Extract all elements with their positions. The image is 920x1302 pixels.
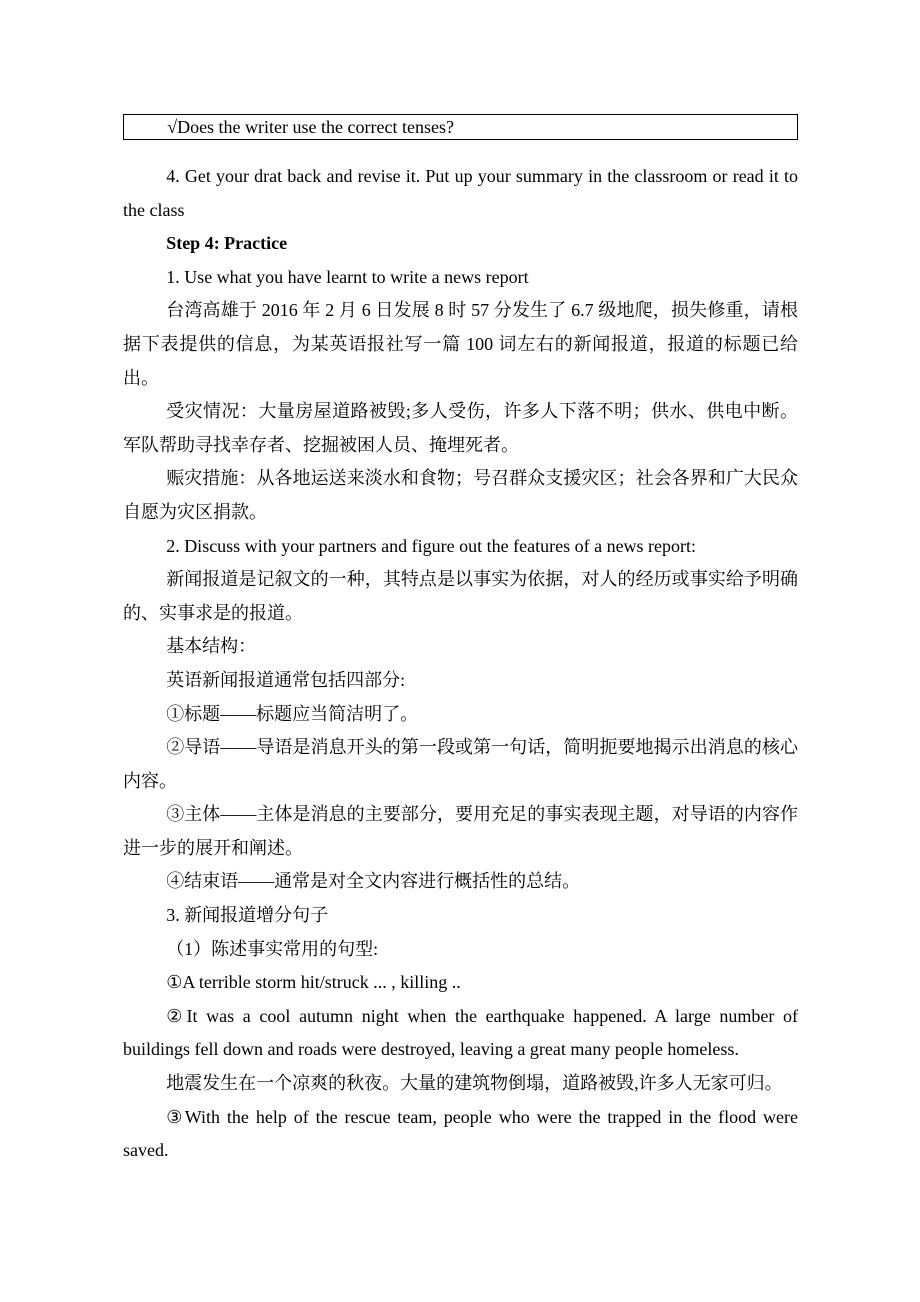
checklist-item-text: √Does the writer use the correct tenses? — [167, 117, 454, 137]
paragraph-part3-body: ③主体——主体是消息的主要部分，要用充足的事实表现主题，对导语的内容作进一步的展开和阐述。 — [123, 804, 798, 858]
paragraph-relief-measures: 赈灾措施：从各地运送来淡水和食物；号召群众支援灾区；社会各界和广大民众自愿为灾区捐款。 — [123, 468, 798, 522]
paragraph-pattern3: ③With the help of the rescue team, people who were the trapped in the flood were saved. — [123, 1106, 798, 1161]
paragraph-task3-heading: 3. 新闻报道增分句子 — [166, 905, 329, 926]
paragraph-task1: 1. Use what you have learnt to write a news report — [166, 266, 529, 287]
paragraph-task2: 2. Discuss with your partners and figure out the features of a news report: — [166, 535, 697, 556]
paragraph-step4-heading: Step 4: Practice — [166, 233, 288, 254]
checklist-table-row — [123, 114, 798, 140]
paragraph-earthquake-prompt: 台湾高雄于 2016 年 2 月 6 日发展 8 时 57 分发生了 6.7 级地爬，损失修重，请根据下表提供的信息，为某英语报社写一篇 100 词左右的新闻报道，报道的标题已给出。 — [123, 300, 798, 388]
paragraph-pattern2-translation: 地震发生在一个凉爽的秋夜。大量的建筑物倒塌，道路被毁,许多人无家可归。 — [166, 1073, 783, 1094]
paragraph-part4-conclusion: ④结束语——通常是对全文内容进行概括性的总结。 — [166, 871, 581, 892]
paragraph-revise-instruction: 4. Get your drat back and revise it. Put up your summary in the classroom or read it to the class — [123, 166, 798, 220]
paragraph-part1-headline: ①标题——标题应当简洁明了。 — [166, 703, 419, 724]
paragraph-part2-lead: ②导语——导语是消息开头的第一段或第一句话，简明扼要地揭示出消息的核心内容。 — [123, 737, 798, 791]
paragraph-disaster-situation: 受灾情况：大量房屋道路被毁;多人受伤，许多人下落不明；供水、供电中断。军队帮助寻找幸存者、挖掘被困人员、掩埋死者。 — [123, 401, 798, 455]
paragraph-pattern2: ②It was a cool autumn night when the earthquake happened. A large number of buildings fell down and roads were destroyed, leaving a great many people homeless. — [123, 1005, 798, 1060]
document-body — [123, 160, 798, 1168]
paragraph-basic-structure-heading: 基本结构： — [166, 636, 257, 657]
paragraph-four-parts-intro: 英语新闻报道通常包括四部分: — [166, 669, 406, 690]
paragraph-news-report-definition: 新闻报道是记叙文的一种，其特点是以事实为依据，对人的经历或事实给予明确的、实事求是的报道。 — [123, 569, 798, 623]
paragraph-pattern1: ①A terrible storm hit/struck ... , killing .. — [166, 972, 461, 993]
paragraph-sentence-patterns-heading: （1）陈述事实常用的句型: — [166, 938, 379, 959]
